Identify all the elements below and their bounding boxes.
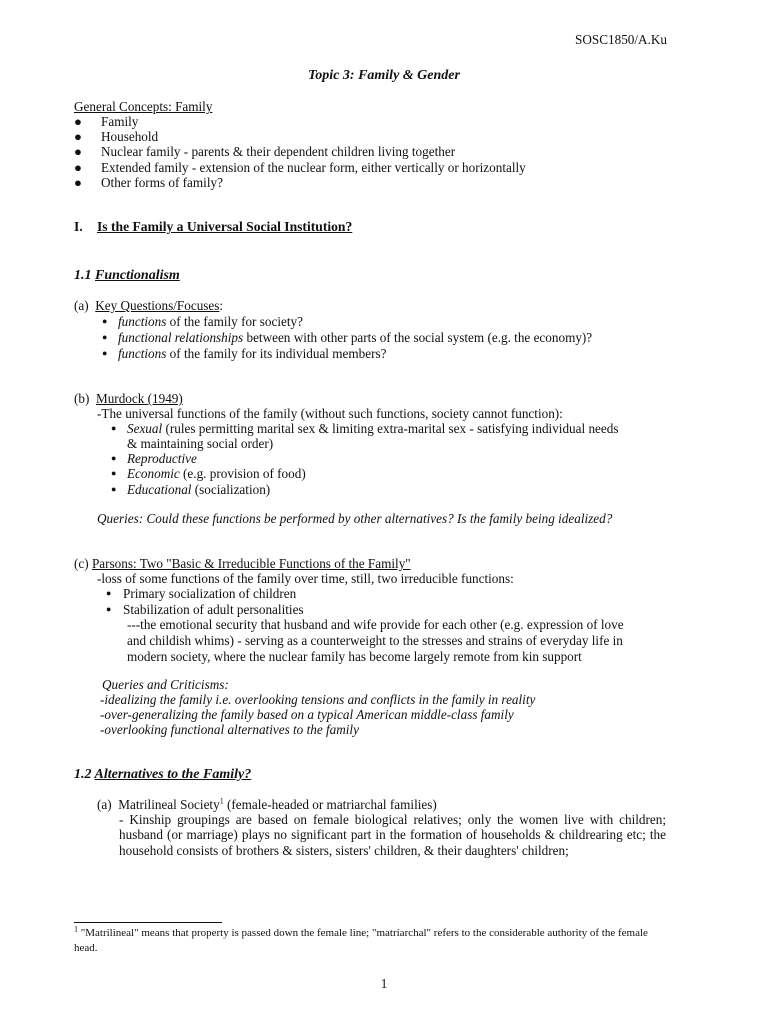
bullet-icon: ● bbox=[111, 453, 117, 463]
key-questions-colon: : bbox=[219, 298, 224, 313]
bullet-icon: ● bbox=[102, 332, 108, 342]
general-concepts-heading: General Concepts: Family bbox=[74, 99, 213, 114]
murdock-function-term: Educational bbox=[127, 482, 192, 497]
parsons-detail-line: and childish whims) - serving as a counterweight to the stresses and strains of everyday life in bbox=[127, 633, 623, 648]
alternatives-heading bbox=[74, 767, 251, 782]
murdock-function-term: Economic bbox=[127, 466, 180, 481]
murdock-function-item-text bbox=[127, 482, 270, 497]
section-1-number: I. bbox=[74, 219, 83, 234]
key-question-rest: of the family for its individual members? bbox=[166, 346, 387, 361]
general-concept-item-text: Household bbox=[101, 129, 159, 145]
footnote-reference: 1 bbox=[219, 796, 224, 806]
general-concept-item-text: Nuclear family - parents & their dependent children living together bbox=[101, 144, 456, 160]
alternatives-heading-number: 1.2 bbox=[74, 767, 92, 782]
criticism-item: -idealizing the family i.e. overlooking tensions and conflicts in the family in reality bbox=[100, 692, 536, 707]
criticism-item: -overlooking functional alternatives to the family bbox=[100, 722, 359, 737]
matrilineal-marker: (a) bbox=[97, 797, 112, 812]
key-questions-marker: (a) bbox=[74, 298, 89, 313]
key-question-term: functions bbox=[118, 346, 167, 361]
functionalism-heading-number: 1.1 bbox=[74, 268, 92, 283]
page-number: 1 bbox=[380, 976, 388, 991]
murdock-marker: (b) bbox=[74, 391, 90, 406]
footnote-mark: 1 bbox=[74, 924, 78, 934]
criticism-item: -over-generalizing the family based on a typical American middle-class family bbox=[100, 707, 514, 722]
bullet-icon: ● bbox=[102, 316, 108, 326]
murdock-function-rest: (rules permitting marital sex & limiting extra-marital sex - satisfying individual needs bbox=[162, 421, 619, 436]
murdock-function-rest: (socialization) bbox=[191, 482, 271, 497]
parsons-intro: -loss of some functions of the family over time, still, two irreducible functions: bbox=[97, 571, 514, 586]
general-concept-item-text: Family bbox=[101, 114, 139, 129]
bullet-icon: ● bbox=[111, 484, 117, 494]
parsons-function-item-text: Primary socialization of children bbox=[123, 586, 297, 601]
footnote-text: "Matrilineal" means that property is passed down the female line; "matriarchal" refers to the considerable authority of the female head. bbox=[74, 927, 648, 954]
footnote bbox=[74, 926, 654, 955]
key-questions-label bbox=[74, 298, 223, 313]
general-concept-item-text: Extended family - extension of the nuclear form, either vertically or horizontally bbox=[101, 159, 526, 175]
key-question-term: functional relationships bbox=[118, 330, 244, 345]
bullet-icon: ● bbox=[106, 604, 112, 614]
bullet-icon: ● bbox=[106, 588, 112, 598]
murdock-function-term: Sexual bbox=[127, 421, 163, 436]
criticisms-heading: Queries and Criticisms: bbox=[102, 677, 229, 692]
murdock-function-term: Reproductive bbox=[127, 451, 197, 466]
key-question-item-text bbox=[118, 346, 386, 361]
bullet-icon: ● bbox=[74, 129, 82, 145]
bullet-icon: ● bbox=[111, 468, 117, 478]
murdock-function-rest: (e.g. provision of food) bbox=[179, 466, 306, 481]
parsons-detail-line: ---the emotional security that husband and wife provide for each other (e.g. expression of love bbox=[127, 617, 624, 632]
key-question-item-text bbox=[118, 330, 592, 345]
footnote-separator bbox=[74, 922, 222, 923]
murdock-function-item-text bbox=[127, 466, 306, 481]
page-header: SOSC1850/A.Ku bbox=[575, 32, 667, 47]
bullet-icon: ● bbox=[111, 423, 117, 433]
key-question-rest: between with other parts of the social system (e.g. the economy)? bbox=[243, 330, 593, 345]
section-1-title: Is the Family a Universal Social Institution? bbox=[97, 219, 353, 234]
key-question-rest: of the family for society? bbox=[166, 314, 303, 329]
alternatives-heading-text: Alternatives to the Family? bbox=[94, 767, 252, 782]
bullet-icon: ● bbox=[74, 144, 82, 160]
bullet-icon: ● bbox=[74, 174, 82, 190]
general-concept-item-text: Other forms of family? bbox=[101, 174, 223, 190]
parsons-title: Parsons: Two "Basic & Irreducible Functions of the Family" bbox=[91, 556, 411, 571]
murdock-intro: -The universal functions of the family (without such functions, society cannot function): bbox=[97, 406, 563, 421]
document-title: Topic 3: Family & Gender bbox=[308, 68, 460, 83]
murdock-queries: Queries: Could these functions be performed by other alternatives? Is the family being idealized? bbox=[97, 511, 613, 526]
parsons-function-item-text: Stabilization of adult personalities bbox=[123, 602, 304, 617]
matrilineal-title-rest: (female-headed or matriarchal families) bbox=[223, 797, 437, 812]
matrilineal-description: - Kinship groupings are based on female biological relatives; only the women live with children; husband (or marriage) plays no significant part in the formation of households & childrearing etc; the household consists of brothers & sisters, sisters' children, & their daughters' children; bbox=[119, 812, 666, 858]
parsons-label bbox=[74, 556, 411, 571]
murdock-function-item-text bbox=[127, 451, 197, 466]
key-questions-title: Key Questions/Focuses bbox=[95, 298, 220, 313]
bullet-icon: ● bbox=[74, 159, 82, 175]
key-question-term: functions bbox=[118, 314, 167, 329]
matrilineal-title: Matrilineal Society bbox=[118, 797, 220, 812]
murdock-function-item-text bbox=[127, 421, 618, 436]
key-question-item-text bbox=[118, 314, 303, 329]
matrilineal-label bbox=[97, 797, 437, 812]
functionalism-heading-text: Functionalism bbox=[95, 268, 180, 283]
murdock-function-continuation: & maintaining social order) bbox=[127, 436, 274, 451]
bullet-icon: ● bbox=[102, 348, 108, 358]
murdock-title: Murdock (1949) bbox=[95, 391, 183, 406]
bullet-icon: ● bbox=[74, 114, 82, 129]
functionalism-heading bbox=[74, 268, 180, 283]
parsons-marker: (c) bbox=[74, 556, 89, 571]
murdock-label bbox=[74, 391, 183, 406]
parsons-detail-line: modern society, where the nuclear family has become largely remote from kin support bbox=[127, 649, 582, 664]
